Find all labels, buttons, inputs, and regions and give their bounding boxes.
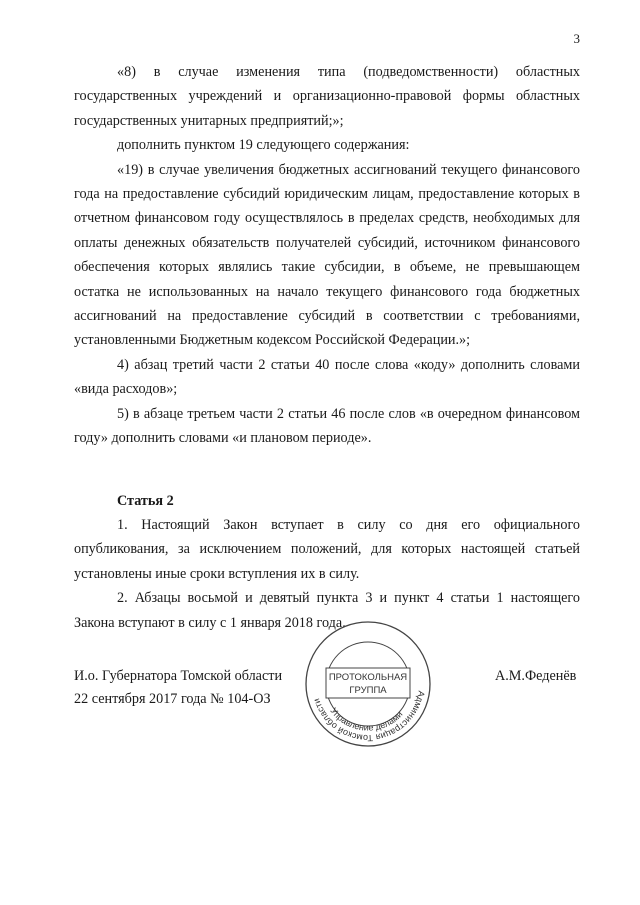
stamp-center-line-1: ПРОТОКОЛЬНАЯ <box>328 672 408 683</box>
stamp-center-line-2: ГРУППА <box>349 685 387 696</box>
official-stamp <box>302 618 434 750</box>
paragraph-item-19: «19) в случае увеличения бюджетных ассигнований текущего финансового года на предоставление субсидий юридическим лицам, предоставление которых в отчетном финансовом году осуществлялось в пределах средств, необходимых для оплаты денежных обязательств получателей субсидий, источником финансового обеспечения которых являлись такие субсидии, в объеме, не превышающем остатка не использованных на начало текущего финансового года бюджетных ассигнований на предоставление субсидий в соответствии с требованиями, установленными Бюджетным кодексом Российской Федерации.»; <box>74 161 580 349</box>
page-number: 3 <box>573 31 580 46</box>
paragraph-item-8: «8) в случае изменения типа (подведомственности) областных государственных учреждений и организационно-правовой формы областных государственных унитарных предприятий;»; <box>74 64 580 129</box>
article-2-item-2: 2. Абзацы восьмой и девятый пункта 3 и пункт 4 статьи 1 настоящего Закона вступают в силу с 1 января 2018 года. <box>74 590 580 631</box>
article-2-item-1: 1. Настоящий Закон вступает в силу со дня его официального опубликования, за исключением положений, для которых настоящей статьей установлены иные сроки вступления их в силу. <box>74 516 580 582</box>
paragraph-add-item-19: дополнить пунктом 19 следующего содержания: <box>117 137 410 154</box>
signature-title: И.о. Губернатора Томской области <box>74 668 283 684</box>
stamp-bottom-text: Управление делами <box>328 705 405 733</box>
document-body <box>74 60 580 635</box>
stamp-outer-text: Администрация Томской области <box>311 690 427 744</box>
section-spacer <box>74 451 580 475</box>
law-date-number: 22 сентября 2017 года № 104-ОЗ <box>74 691 271 707</box>
paragraph-item-5: 5) в абзаце третьем части 2 статьи 46 после слов «в очередном финансовом году» дополнить словами «и плановом периоде». <box>74 405 580 447</box>
article-2-heading: Статья 2 <box>117 492 174 509</box>
signatory-name: А.М.Феденёв <box>495 668 577 684</box>
paragraph-item-4: 4) абзац третий части 2 статьи 40 после слова «коду» дополнить словами «вида расходов»; <box>74 356 580 398</box>
